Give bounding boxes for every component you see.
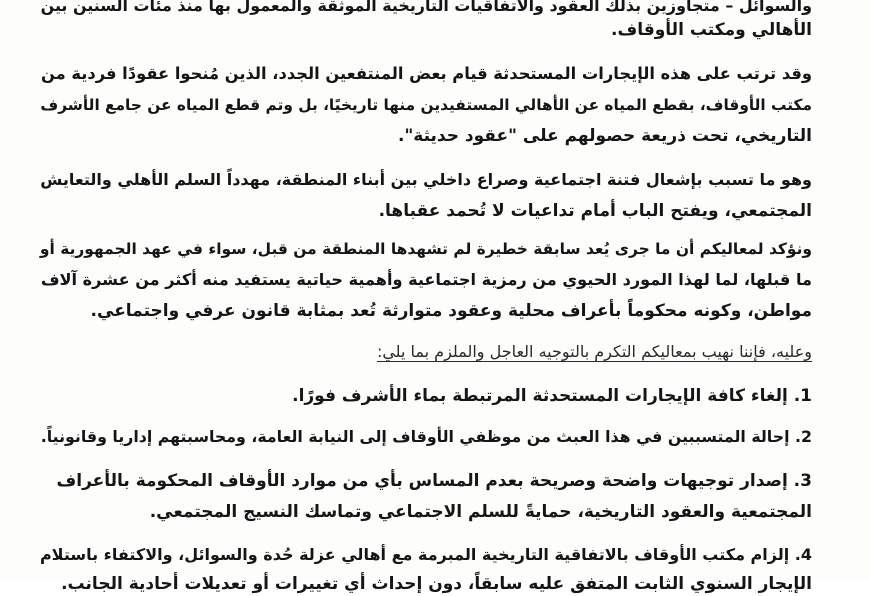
paragraph-line: ما قبلها، لما لهذا المورد الحيوي من رمزية اجتماعية وأهمية حياتية يستفيد منه أكثر من عشرة آلاف [40, 270, 812, 289]
list-item-2: 2. إحالة المتسببين في هذا العبث من موظفي الأوقاف إلى النيابة العامة، ومحاسبتهم إداريا وقانونياً. [40, 427, 812, 446]
list-item-3-continued: المجتمعية والعقود التاريخية، حمايةً للسلم الاجتماعي وتماسك النسيج المجتمعي. [149, 502, 812, 522]
list-item-1: 1. إلغاء كافة الإيجارات المستحدثة المرتبطة بماء الأشرف فورًا. [292, 386, 812, 406]
paragraph-line: والسوائل – متجاوزين بذلك العقود والاتفاقيات التاريخية الموثقة والمعمول بها منذ مئات السنين بين [40, 0, 812, 15]
paragraph-line: مكتب الأوقاف، بقطع المياه عن الأهالي المستفيدين منها تاريخيًا، بل وتم قطع المياه عن جامع الأشرف [40, 96, 812, 114]
request-intro: وعليه، فإننا نهيب بمعاليكم التكرم بالتوجيه العاجل والملزم بما يلي: [376, 342, 812, 361]
list-item-3: 3. إصدار توجيهات واضحة وصريحة بعدم المساس بأي من موارد الأوقاف المحكومة بالأعراف [56, 471, 812, 491]
paragraph-line: الأهالي ومكتب الأوقاف. [611, 20, 812, 40]
paragraph-line: مواطن، وكونه محكوماً بأعراف محلية وعقود متوارثة تُعد بمثابة قانون عرفي واجتماعي. [90, 301, 812, 321]
paragraph-line: وقد ترتب على هذه الإيجارات المستحدثة قيام بعض المنتفعين الجدد، الذين مُنحوا عقودًا فردية من [40, 64, 812, 83]
paragraph-line: المجتمعي، ويفتح الباب أمام تداعيات لا تُحمد عقباها. [378, 201, 812, 221]
paragraph-line: ونؤكد لمعاليكم أن ما جرى يُعد سابقة خطيرة لم تشهدها المنطقة من قبل، سواء في عهد الجمهورية أو [39, 240, 812, 258]
list-item-4: 4. إلزام مكتب الأوقاف بالاتفاقية التاريخية المبرمة مع أهالي عزلة حُدة والسوائل، والاكتفاء باستلام [39, 545, 812, 564]
paragraph-line: التاريخي، تحت ذريعة حصولهم على "عقود حديثة". [397, 126, 812, 146]
paragraph-line: وهو ما تسبب بإشعال فتنة اجتماعية وصراع داخلي بين أبناء المنطقة، مهدداً السلم الأهلي والتعايش [40, 170, 812, 189]
list-item-4-continued: الإيجار السنوي الثابت المتفق عليه سابقاً، دون إحداث أي تغييرات أو تعديلات أحادية الجانب. [61, 574, 812, 594]
